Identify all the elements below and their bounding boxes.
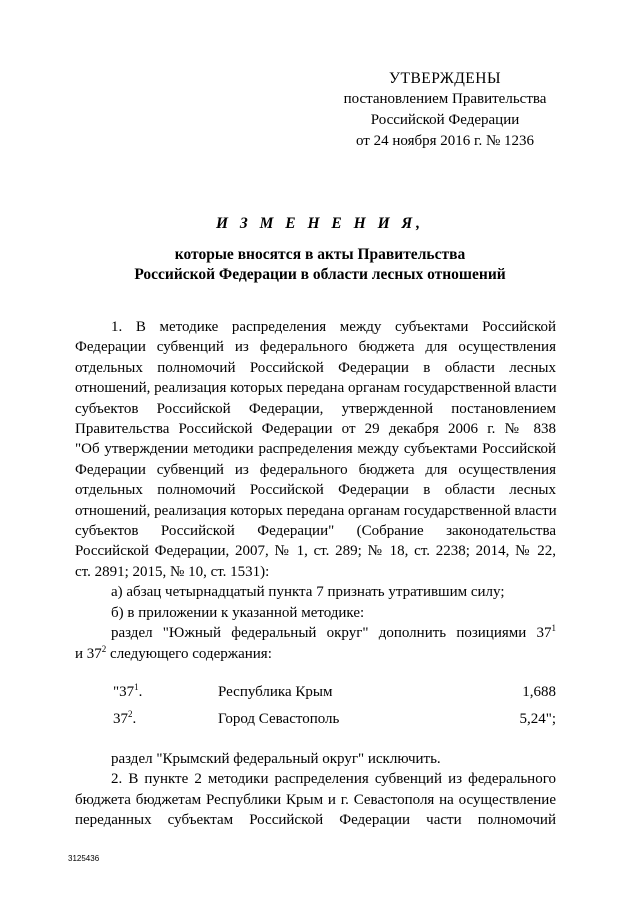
paragraph-2 — [75, 769, 556, 830]
document-title — [80, 214, 560, 285]
paragraph-2-line: бюджета бюджетам Республики Крым и г. Севастополя на осуществление — [75, 791, 556, 808]
title-main: И З М Е Н Е Н И Я, — [215, 215, 425, 232]
row-name: Республика Крым — [218, 683, 333, 700]
positions-table — [75, 678, 556, 733]
document-code: 3125436 — [68, 854, 100, 863]
paragraph-1 — [75, 317, 556, 562]
title-sub-1: которые вносятся в акты Правительства — [174, 246, 466, 263]
paragraph-1-line: отдельных полномочий Российской Федерации в области лесных — [75, 482, 556, 499]
paragraph-1-line: Российской Федерации, 2007, № 1, ст. 289; № 18, ст. 2238; 2014, № 22, — [75, 543, 556, 560]
paragraph-1-line: субъектов Российской Федерации" (Собрание законодательства — [75, 523, 556, 540]
approval-stamp — [330, 68, 560, 152]
paragraph-1-line: субъектов Российской Федерации, утвержденной постановлением — [75, 400, 556, 417]
row-number: "$37^1$. — [113, 681, 143, 700]
title-sub-2: Российской Федерации в области лесных отношений — [134, 266, 506, 283]
paragraph-1-line: Правительства Российской Федерации от 29 декабря 2006 г. № 838 — [75, 421, 556, 438]
row-value: 5,24"; — [519, 710, 556, 727]
paragraph-1-line: "Об утверждении методики распределения между субъектами Российской — [75, 441, 556, 458]
section-south-line-2: и $37^2$ следующего содержания: — [75, 643, 272, 662]
approval-line-1: постановлением Правительства — [343, 91, 547, 107]
paragraph-1-line: отдельных полномочий Российской Федерации в области лесных — [75, 359, 556, 376]
section-south-line-1: раздел "Южный федеральный округ" дополнить позициями $37^1$ — [111, 623, 556, 642]
approval-heading: УТВЕРЖДЕНЫ — [389, 70, 501, 87]
table-row — [75, 709, 556, 729]
paragraph-2-line: переданных субъектам Российской Федерации части полномочий — [75, 812, 556, 829]
paragraph-1-line: 1. В методике распределения между субъектами Российской — [111, 319, 556, 335]
item-b: б) в приложении к указанной методике: — [111, 604, 365, 621]
item-a: а) абзац четырнадцатый пункта 7 признать утратившим силу; — [111, 584, 505, 601]
paragraph-2-line: 2. В пункте 2 методики распределения субвенций из федерального — [111, 771, 556, 788]
paragraph-1-line: Федерации субвенций из федерального бюджета для осуществления — [75, 461, 556, 478]
row-value: 1,688 — [522, 683, 556, 700]
paragraph-1-line: отношений, реализация которых передана органам государственной власти — [75, 380, 557, 397]
approval-line-3: от 24 ноября 2016 г. № 1236 — [355, 133, 535, 149]
section-crimea-excluded: раздел "Крымский федеральный округ" исключить. — [111, 750, 441, 767]
approval-line-2: Российской Федерации — [370, 112, 520, 128]
paragraph-1-line: Федерации субвенций из федерального бюджета для осуществления — [75, 339, 556, 356]
row-name: Город Севастополь — [218, 710, 340, 727]
table-row — [75, 682, 556, 702]
row-number: $37^2$. — [113, 708, 137, 727]
document-body — [75, 317, 556, 831]
paragraph-1-line: отношений, реализация которых передана органам государственной власти — [75, 502, 557, 519]
paragraph-1-last-line: ст. 2891; 2015, № 10, ст. 1531): — [75, 563, 270, 580]
